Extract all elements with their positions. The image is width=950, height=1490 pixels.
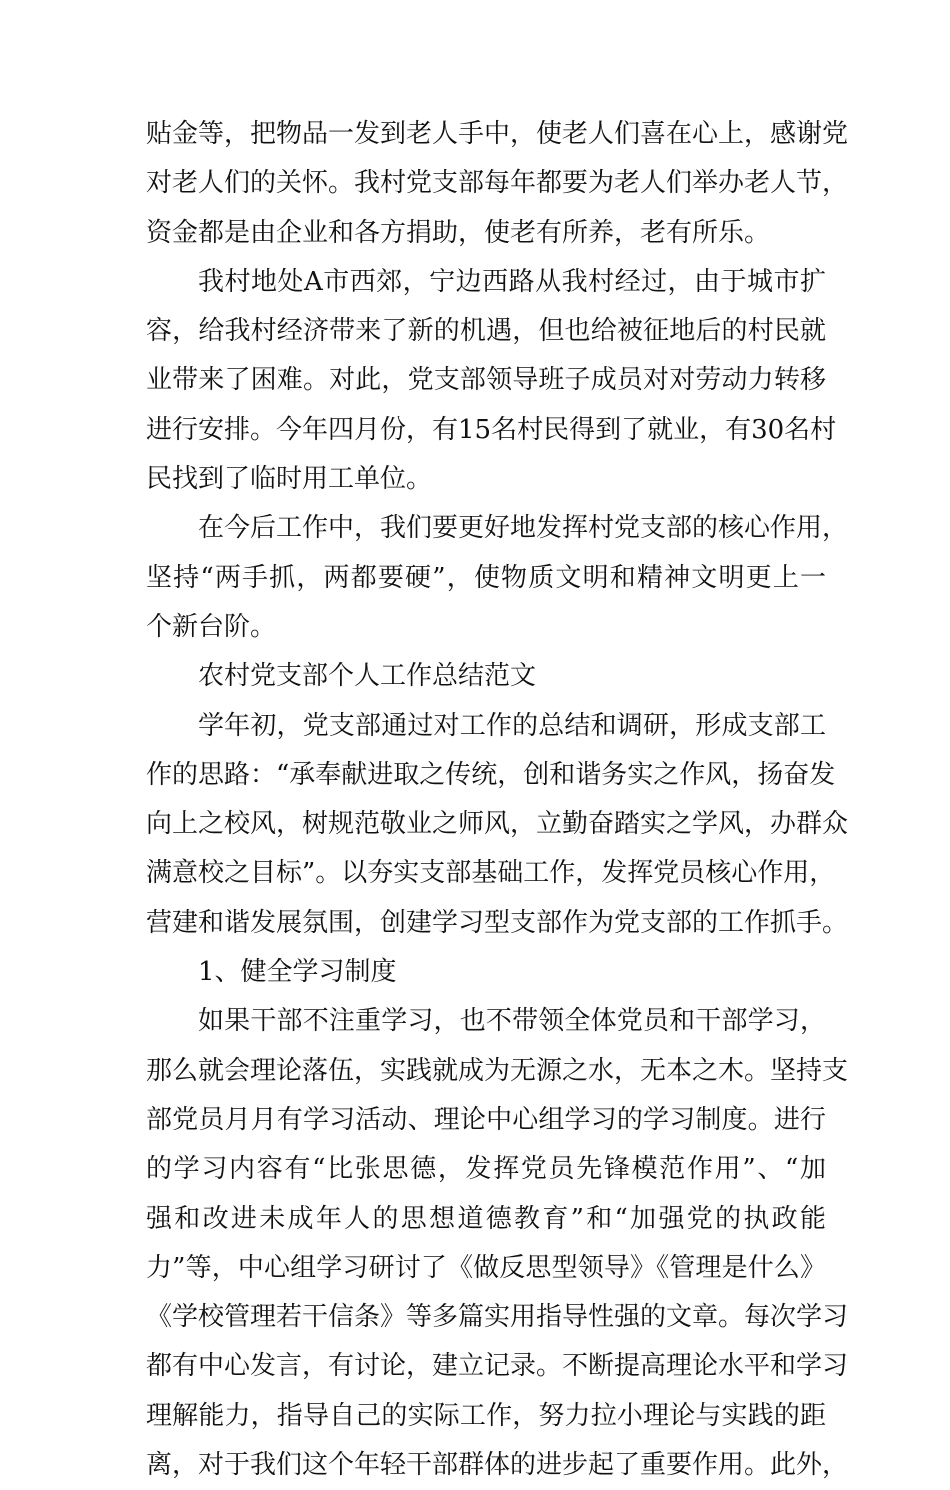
text-line: 营建和谐发展氛围，创建学习型支部作为党支部的工作抓手。 [146,907,849,938]
text-line: 满意校之目标”。以夯实支部基础工作，发挥党员核心作用， [146,858,836,889]
section-heading: 农村党支部个人工作总结范文 [198,661,537,692]
text-line: 我村地处A市西郊，宁边西路从我村经过，由于城市扩 [198,266,826,297]
text-line: 如果干部不注重学习，也不带领全体党员和干部学习， [198,1006,826,1037]
text-line: 《学校管理若干信条》等多篇实用指导性强的文章。每次学习 [146,1302,849,1333]
text-line: 那么就会理论落伍，实践就成为无源之水，无本之木。坚持支 [146,1055,849,1086]
text-line: 作的思路：“承奉献进取之传统，创和谐务实之作风，扬奋发 [146,759,836,790]
text-line: 业带来了困难。对此，党支部领导班子成员对对劳动力转移 [146,365,826,396]
text-line: 都有中心发言，有讨论，建立记录。不断提高理论水平和学习 [146,1351,849,1382]
text-line: 力”等，中心组学习研讨了《做反思型领导》《管理是什么》 [146,1252,826,1283]
text-line: 理解能力，指导自己的实际工作，努力拉小理论与实践的距 [146,1400,826,1431]
text-line: 容，给我村经济带来了新的机遇，但也给被征地后的村民就 [146,316,826,347]
text-line: 强和改进未成年人的思想道德教育”和“加强党的执政能 [146,1203,826,1234]
text-line: 在今后工作中，我们要更好地发挥村党支部的核心作用， [198,513,849,544]
text-line: 学年初，党支部通过对工作的总结和调研，形成支部工 [198,710,826,741]
text-line: 进行安排。今年四月份，有15名村民得到了就业，有30名村 [146,414,837,445]
text-line: 贴金等，把物品一发到老人手中，使老人们喜在心上，感谢党 [146,119,849,149]
text-line: 坚持“两手抓，两都要硬”，使物质文明和精神文明更上一 [146,562,826,593]
text-line: 资金都是由企业和各方捐助，使老有所养，老有所乐。 [146,217,771,248]
text-line: 离，对于我们这个年轻干部群体的进步起了重要作用。此外， [146,1450,849,1481]
text-line: 部党员月月有学习活动、理论中心组学习的学习制度。进行 [146,1104,826,1135]
subsection-heading: 1、健全学习制度 [198,957,397,988]
text-line: 对老人们的关怀。我村党支部每年都要为老人们举办老人节， [146,168,849,199]
document-page [146,110,849,1490]
text-line: 民找到了临时用工单位。 [146,464,433,495]
text-line: 向上之校风，树规范敬业之师风，立勤奋踏实之学风，办群众 [146,809,849,840]
text-line: 个新台阶。 [146,611,277,642]
text-line: 的学习内容有“比张思德，发挥党员先锋模范作用”、“加 [146,1154,826,1185]
